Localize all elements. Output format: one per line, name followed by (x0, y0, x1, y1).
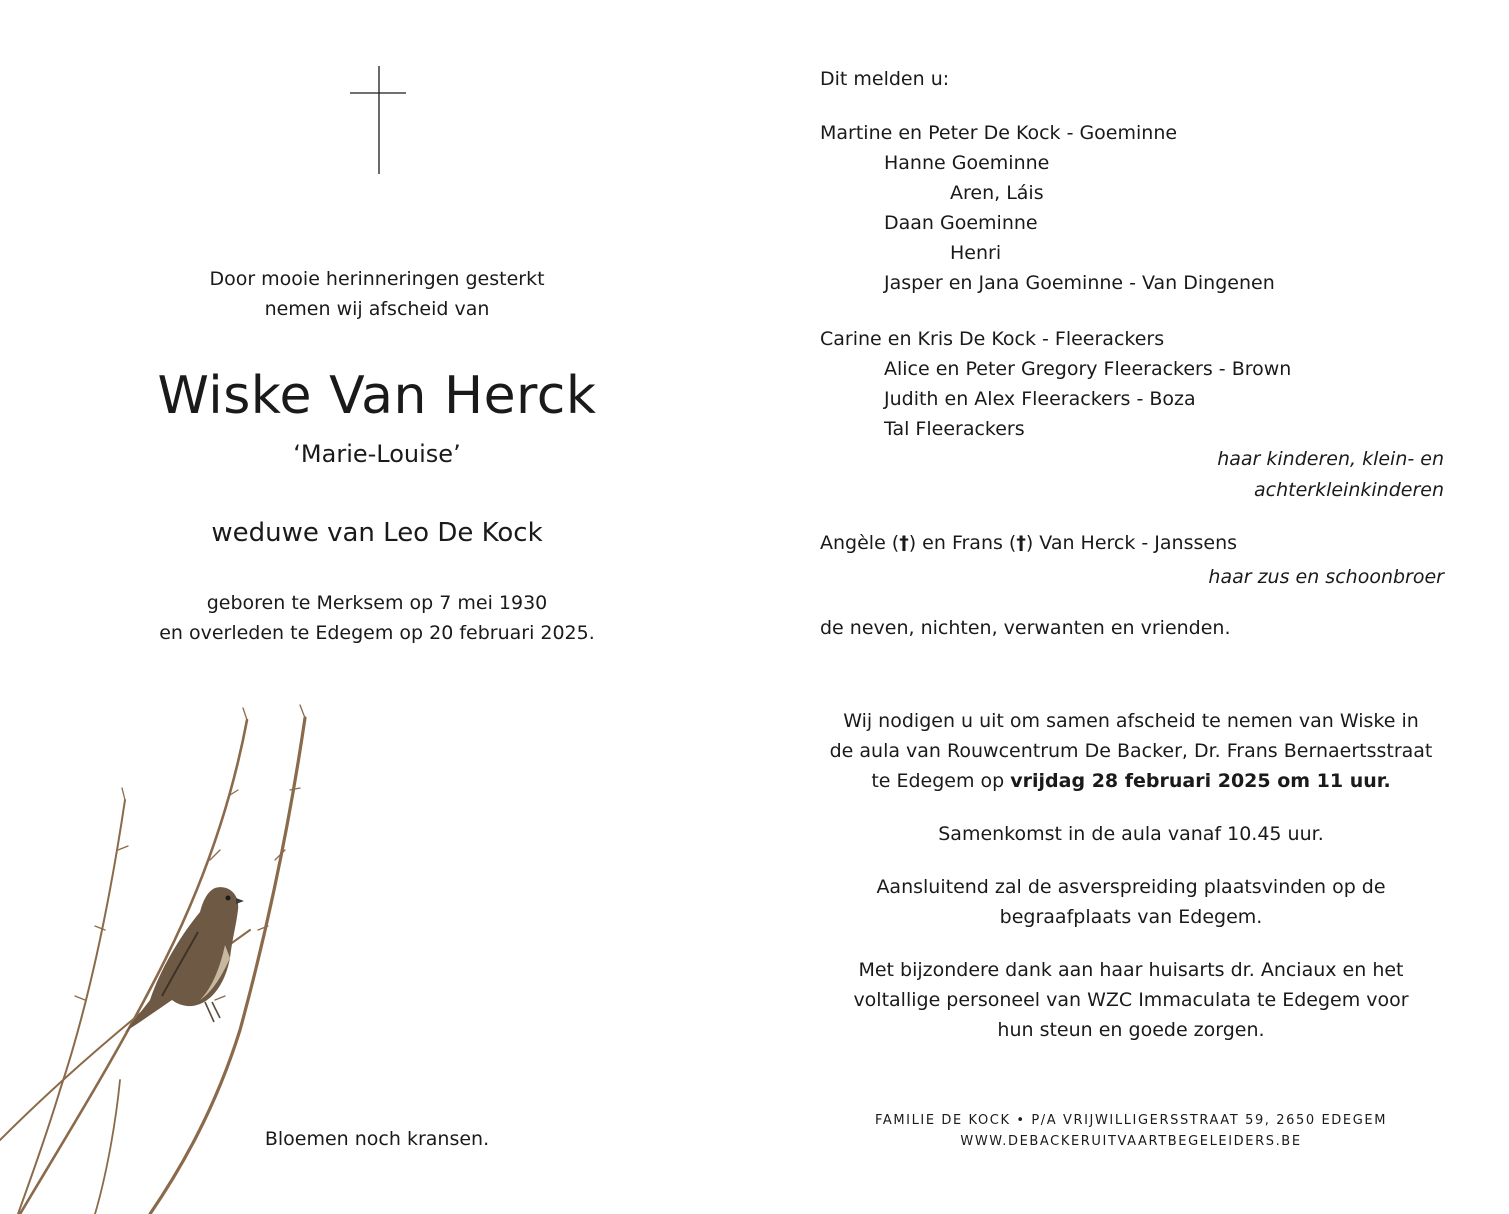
thanks-paragraph: Met bijzondere dank aan haar huisarts dr. Anciaux en het voltallige personeel van WZC Immaculata te Edegem voor hun steun en goede zorgen. (853, 959, 1409, 1041)
footer-address: FAMILIE DE KOCK • P/A VRIJWILLIGERSSTRAAT 59, 2650 EDEGEM (874, 1113, 1388, 1128)
family1-daan-kids: Henri (950, 242, 1002, 264)
flowers-note: Bloemen noch kransen. (264, 1128, 490, 1150)
family2-judith: Judith en Alex Fleerackers - Boza (884, 388, 1196, 410)
intro-line-1: Door mooie herinneringen gesterkt (209, 268, 545, 290)
birth-line: geboren te Merksem op 7 mei 1930 (206, 592, 548, 614)
footer (812, 1110, 1450, 1152)
intro-text (100, 264, 654, 324)
family2-head: Carine en Kris De Kock - Fleerackers (820, 328, 1165, 350)
ceremony-date: vrijdag 28 februari 2025 om 11 uur. (1010, 770, 1391, 792)
family1-daan: Daan Goeminne (884, 212, 1038, 234)
children-note-2: achterkleinkinderen (1254, 479, 1444, 501)
family2-alice: Alice en Peter Gregory Fleerackers - Brown (884, 358, 1292, 380)
sister-line: Angèle (†) en Frans (†) Van Herck - Janssens (820, 532, 1238, 554)
invitation-paragraph: Wij nodigen u uit om samen afscheid te nemen van Wiske in de aula van Rouwcentrum De Backer, Dr. Frans Bernaertsstraat te Edegem op vrijdag 28 februari 2025 om 11 uur. (829, 710, 1433, 792)
family1-head: Martine en Peter De Kock - Goeminne (820, 122, 1178, 144)
gathering-paragraph: Samenkomst in de aula vanaf 10.45 uur. (938, 823, 1324, 845)
family1-jasper: Jasper en Jana Goeminne - Van Dingenen (884, 272, 1275, 294)
sparrow-bird (125, 887, 244, 1032)
deceased-name: Wiske Van Herck (157, 366, 597, 426)
scattering-paragraph: Aansluitend zal de asverspreiding plaatsvinden op de begraafplaats van Edegem. (876, 876, 1386, 928)
widow-of-line: weduwe van Leo De Kock (211, 518, 543, 548)
ceremony-info (812, 706, 1450, 1068)
cross-icon (348, 66, 408, 176)
deceased-dagger-icon: † (899, 532, 909, 554)
sister-note: haar zus en schoonbroer (1208, 566, 1444, 588)
children-note-1: haar kinderen, klein- en (1217, 448, 1444, 470)
family2-tal: Tal Fleerackers (884, 418, 1025, 440)
relatives-line: de neven, nichten, verwanten en vrienden. (820, 617, 1231, 639)
footer-website: WWW.DEBACKERUITVAARTBEGELEIDERS.BE (960, 1134, 1302, 1149)
deceased-dagger-icon: † (1016, 532, 1026, 554)
death-line: en overleden te Edegem op 20 februari 2025. (159, 622, 595, 644)
life-dates (90, 588, 664, 648)
intro-line-2: nemen wij afscheid van (264, 298, 490, 320)
family1-hanne-kids: Aren, Láis (950, 182, 1044, 204)
family1-hanne: Hanne Goeminne (884, 152, 1050, 174)
deceased-nickname: ‘Marie-Louise’ (293, 440, 461, 468)
announce-line: Dit melden u: (820, 68, 950, 90)
family-list (820, 64, 1444, 643)
